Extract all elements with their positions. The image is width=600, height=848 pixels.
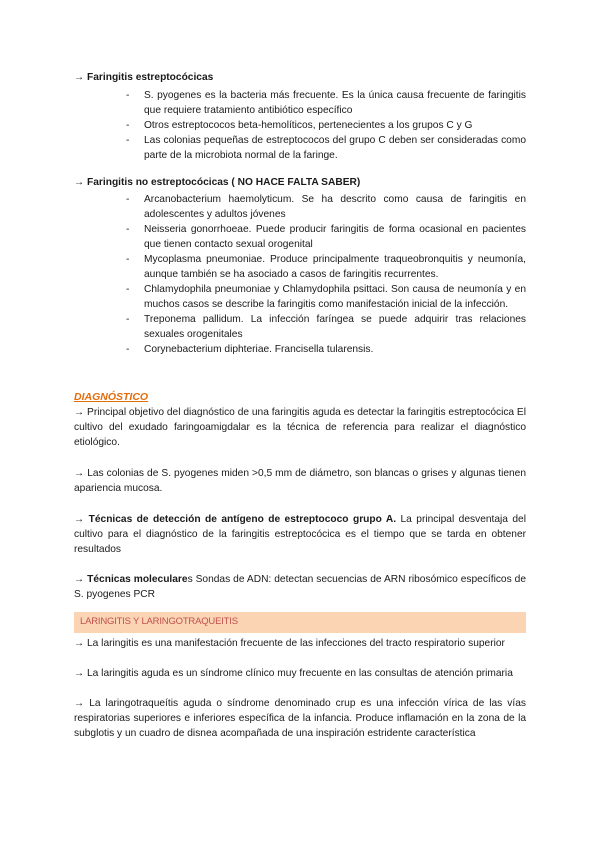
section-strep-heading: [74, 70, 526, 85]
diagnostico-paragraph-1: → Principal objetivo del diagnóstico de una faringitis aguda es detectar la faringitis estreptocócica El cultivo del exudado faringoamigdalar es la técnica de referencia para realizar el diagnóstico etiológico.: [74, 407, 526, 448]
list-item: - Neisseria gonorrhoeae. Puede producir faringitis de forma ocasional en pacientes que tienen contacto sexual orogenital: [126, 224, 526, 250]
section-nonstrep-heading: [74, 175, 526, 190]
laringitis-section-band: [74, 612, 526, 633]
arrow-icon: →: [74, 72, 85, 83]
list-item: - Otros estreptococos beta-hemolíticos, pertenecientes a los grupos C y G: [126, 120, 473, 131]
dash-bullet: -: [126, 194, 130, 205]
arrow-icon: →: [74, 177, 85, 188]
laringitis-paragraph-2: → La laringitis aguda es un síndrome clínico muy frecuente en las consultas de atención primaria: [74, 668, 513, 679]
dash-bullet: -: [126, 120, 130, 131]
laringitis-paragraph-1: → La laringitis es una manifestación frecuente de las infecciones del tracto respiratorio superior: [74, 638, 505, 649]
arrow-icon: →: [74, 514, 85, 525]
list-item: - S. pyogenes es la bacteria más frecuente. Es la única causa frecuente de faringitis que requiere tratamiento antibiótico específico: [126, 90, 526, 116]
dash-bullet: -: [126, 135, 130, 146]
list-item: - Chlamydophila pneumoniae y Chlamydophila psittaci. Son causa de neumonía y en muchos casos se describe la faringitis como manifestación inicial de la infección.: [126, 284, 526, 310]
dash-bullet: -: [126, 284, 130, 295]
antigen-technique-label: Técnicas de detección de antígeno de estreptococo grupo A.: [88, 514, 397, 525]
laringitis-paragraph-3: → La laringotraqueítis aguda o síndrome denominado crup es una infección vírica de las vías respiratorias superiores e inferiores específica de la infancia. Produce inflamación en la zona de la subglotis y un cuadro de disnea acompañada de una inspiración estridente característica: [74, 698, 526, 739]
diagnostico-paragraph-4: → Técnicas moleculares Sondas de ADN: detectan secuencias de ARN ribosómico específicos de S. pyogenes PCR: [74, 574, 526, 600]
molecular-technique-label: Técnicas moleculare: [87, 574, 188, 585]
section-strep: [74, 70, 526, 163]
dash-bullet: -: [126, 224, 130, 235]
section-nonstrep-title: Faringitis no estreptocócicas ( NO HACE FALTA SABER): [87, 177, 361, 188]
nonstrep-list: [74, 192, 526, 357]
diagnostico-paragraph-2: → Las colonias de S. pyogenes miden >0,5 mm de diámetro, son blancas o grises y algunas tienen apariencia mucosa.: [74, 468, 526, 494]
dash-bullet: -: [126, 344, 130, 355]
strep-list: [74, 88, 526, 163]
section-nonstrep: [74, 175, 526, 357]
section-strep-title: Faringitis estreptocócicas: [87, 72, 214, 83]
dash-bullet: -: [126, 314, 130, 325]
list-item: - Corynebacterium diphteriae. Francisella tularensis.: [126, 344, 374, 355]
list-item: - Mycoplasma pneumoniae. Produce principalmente traqueobronquitis y neumonía, aunque también se ha asociado a casos de faringitis recurrentes.: [126, 254, 526, 280]
list-item: - Las colonias pequeñas de estreptococos del grupo C deben ser consideradas como parte de la microbiota normal de la faringe.: [126, 135, 526, 161]
dash-bullet: -: [126, 254, 130, 265]
diagnostico-paragraph-3: → Técnicas de detección de antígeno de estreptococo grupo A. La principal desventaja del cultivo para el diagnóstico de la faringitis estreptocócica es el tiempo que se tarda en obtener resultados: [74, 514, 526, 555]
laringitis-section-title: LARINGITIS Y LARINGOTRAQUEITIS: [80, 616, 238, 627]
arrow-icon: →: [74, 574, 85, 585]
list-item: - Arcanobacterium haemolyticum. Se ha descrito como causa de faringitis en adolescentes y adultos jóvenes: [126, 194, 526, 220]
section-diagnostico: [74, 390, 526, 450]
list-item: - Treponema pallidum. La infección faríngea se puede adquirir tras relaciones sexuales orogenitales: [126, 314, 526, 340]
diagnostico-title: DIAGNÓSTICO: [74, 391, 149, 403]
dash-bullet: -: [126, 90, 130, 101]
